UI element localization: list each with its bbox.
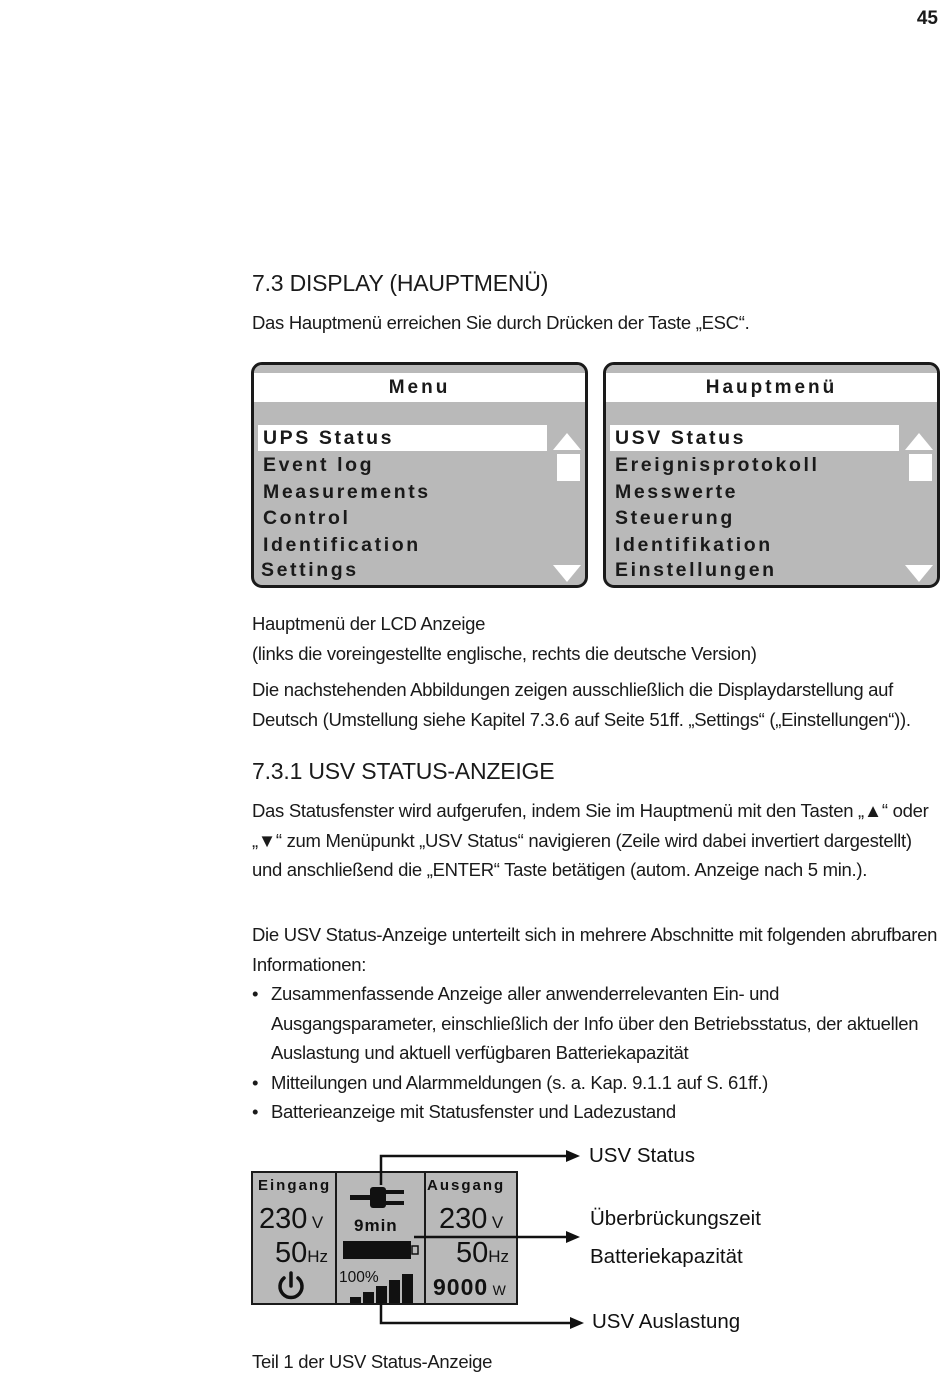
output-freq-value: 50 — [456, 1237, 489, 1269]
menu-caption-line2: (links die voreingestellte englische, rechts die deutsche Version) — [252, 642, 757, 664]
menu-item-event-log[interactable]: Event log — [263, 454, 375, 476]
callout-battery: Batteriekapazität — [590, 1245, 743, 1268]
callout-runtime: Überbrückungszeit — [590, 1207, 761, 1230]
section-heading-status: 7.3.1 USV STATUS-ANZEIGE — [252, 758, 555, 784]
lcd-menu-title: Menu — [254, 373, 585, 402]
display-intro: Das Hauptmenü erreichen Sie durch Drücken der Taste „ESC“. — [252, 312, 750, 333]
list-item: • Mitteilungen und Alarmmeldungen (s. a. Kap. 9.1.1 auf S. 61ff.) — [252, 1068, 942, 1098]
menu-item-usv-status[interactable]: USV Status — [615, 427, 747, 449]
lcd-menu-title: Hauptmenü — [606, 373, 937, 402]
figure-caption: Teil 1 der USV Status-Anzeige — [252, 1351, 493, 1372]
output-freq-unit: Hz — [488, 1247, 510, 1266]
menu-caption-line1: Hauptmenü der LCD Anzeige — [252, 613, 486, 634]
menu-item-control[interactable]: Control — [263, 507, 351, 529]
menu-item-measurements[interactable]: Measurements — [263, 481, 431, 503]
list-item: • Zusammenfassende Anzeige aller anwenderrelevanten Ein- und Ausgangsparameter, einschließlich der Info über den Betriebsstatus, der aktuellen Auslastung und aktuell verfügbaren Batteriekapazität — [252, 979, 942, 1068]
page-number: 45 — [916, 8, 938, 29]
runtime-value: 9min — [354, 1216, 398, 1235]
callout-usv-status: USV Status — [589, 1144, 695, 1167]
status-para1: Das Statusfenster wird aufgerufen, indem Sie im Hauptmenü mit den Tasten „▲“ oder „▼“ zum Menüpunkt „USV Status“ navigieren (Zeile wird dabei invertiert dargestellt) und anschließend die „ENTER“ Taste betätigen (autom. Anzeige nach 5 min.). — [252, 800, 929, 880]
output-label: Ausgang — [427, 1177, 506, 1194]
input-voltage-unit: V — [311, 1213, 324, 1232]
input-freq-unit: Hz — [307, 1247, 329, 1266]
menu-item-steuerung[interactable]: Steuerung — [615, 507, 735, 529]
menu-item-messwerte[interactable]: Messwerte — [615, 481, 739, 503]
battery-percent: 100% — [339, 1269, 379, 1286]
section-heading-display: 7.3 DISPLAY (HAUPTMENÜ) — [252, 270, 549, 296]
callout-load: USV Auslastung — [592, 1310, 741, 1333]
output-voltage-unit: V — [491, 1213, 504, 1232]
menu-item-einstellungen[interactable]: Einstellungen — [615, 559, 777, 581]
input-label: Eingang — [258, 1177, 332, 1194]
output-power-value: 9000 — [433, 1274, 489, 1300]
menu-item-ups-status[interactable]: UPS Status — [263, 427, 395, 449]
menu-item-identifikation[interactable]: Identifikation — [615, 534, 773, 556]
list-item: • Batterieanzeige mit Statusfenster und Ladezustand — [252, 1097, 942, 1127]
output-power-unit: W — [492, 1282, 506, 1298]
menu-item-ereignisprotokoll[interactable]: Ereignisprotokoll — [615, 454, 820, 476]
input-voltage-value: 230 — [259, 1203, 308, 1235]
menu-item-identification[interactable]: Identification — [263, 534, 421, 556]
output-voltage-value: 230 — [439, 1203, 488, 1235]
menu-item-settings[interactable]: Settings — [261, 559, 359, 581]
menu-note: Die nachstehenden Abbildungen zeigen ausschließlich die Displaydarstellung auf Deutsch (Umstellung siehe Kapitel 7.3.6 auf Seite 51ff. „Settings“ („Einstellungen“)). — [252, 679, 911, 730]
status-para2: Die USV Status-Anzeige unterteilt sich in mehrere Abschnitte mit folgenden abrufbaren Informationen: — [252, 924, 938, 975]
input-freq-value: 50 — [275, 1237, 308, 1269]
